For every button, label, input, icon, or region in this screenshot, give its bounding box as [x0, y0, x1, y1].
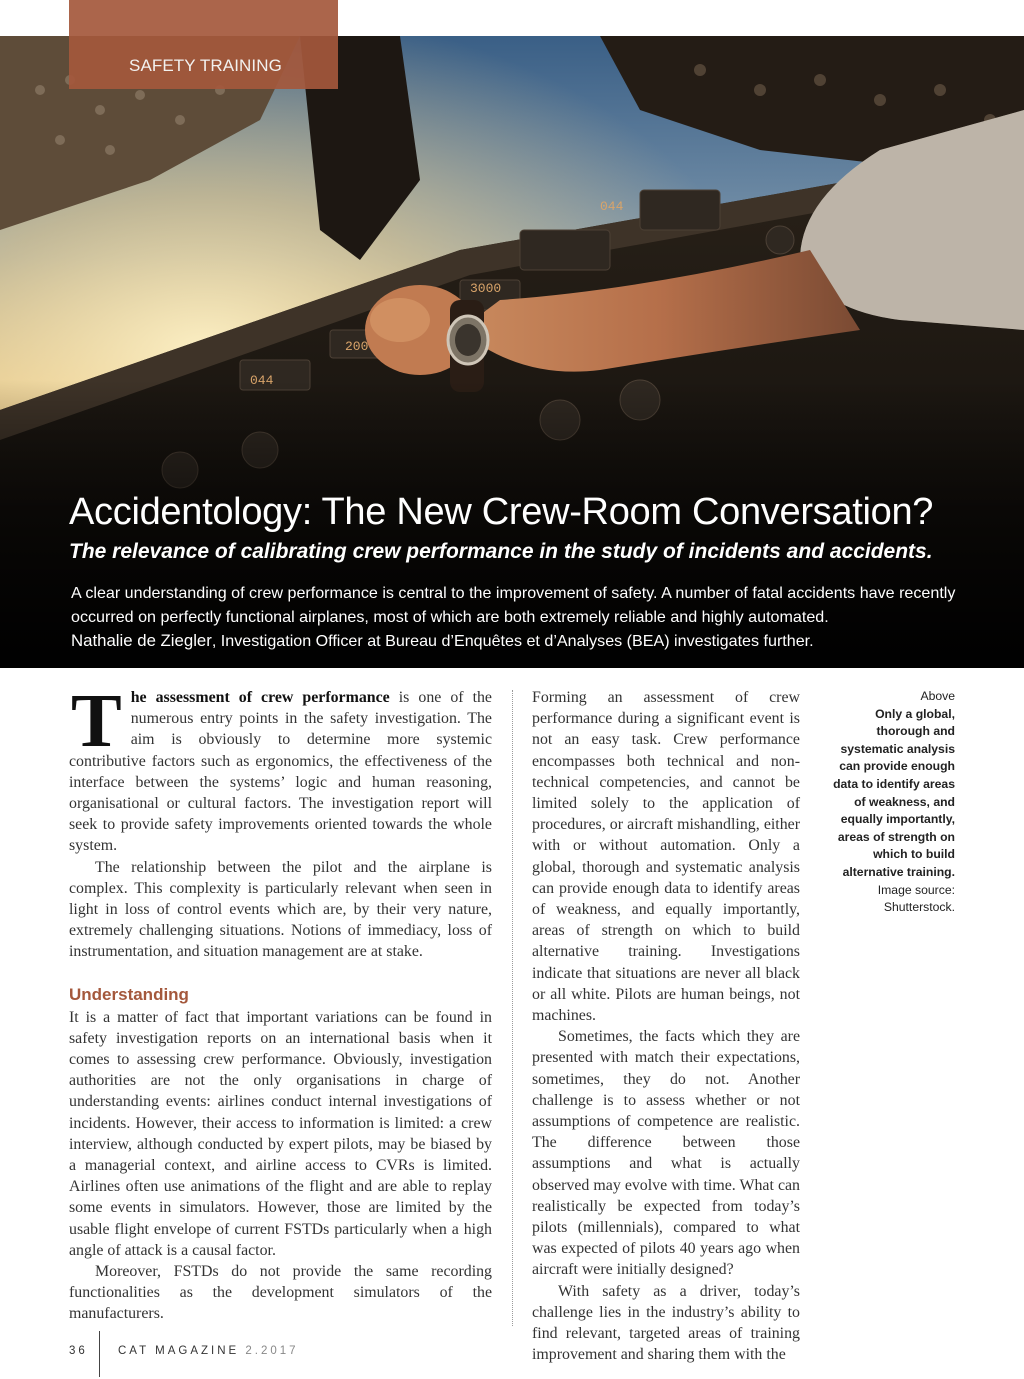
magazine-name: CAT MAGAZINE	[118, 1345, 240, 1357]
body-paragraph: With safety as a driver, today’s challenge lies in the industry’s ability to find relevant, targeted areas of training improvement and sharing them with the	[532, 1282, 800, 1364]
section-tab	[69, 0, 338, 89]
caption-label: Above	[920, 689, 955, 703]
body-paragraph: Forming an assessment of crew performance during a significant event is not an easy task. Crew performance encompasses both technical and non-technical competencies, and cannot be limited solely to the application of procedures, or aircraft mishandling, either with or without automation. Only a global, thorough and systematic analysis can provide enough data to identify areas of weakness, and equally importantly, areas of strength on which to build alternative training. Investigations indicate that situations are never all black or all white. Pilots are human beings, not machines.	[532, 689, 800, 1025]
article-title: Accidentology: The New Crew-Room Conversation?	[69, 491, 934, 533]
issue-number: 2.2017	[245, 1345, 299, 1357]
body-paragraph: Sometimes, the facts which they are presented with match their expectations, sometimes, they do not. Another challenge is to assess whether or not assumptions of competence are realistic. The difference between those assumptions and what is actually observed may evolve with time. What can realistically be expected from today’s pilots (millennials), compared to what was expected of pilots 40 years ago when aircraft were initially designed?	[532, 1028, 800, 1279]
body-paragraph: The relationship between the pilot and the airplane is complex. This complexity is particularly relevant when seen in light in loss of control events which are, by their very nature, extremely challenging situations. Notions of immediacy, loss of instrumentation, and situation management are at stake.	[69, 858, 492, 961]
page-number: 36	[69, 1345, 88, 1357]
hero-image	[0, 0, 1024, 668]
standfirst	[71, 582, 981, 654]
display-readout: 3000	[470, 281, 502, 296]
body-paragraph: It is a matter of fact that important variations can be found in safety investigation reports on an international basis when it comes to assessing crew performance. Obviously, investigation authorities are not the only organisations in charge of understanding events: airlines conduct internal investigations of incidents. However, their access to information is limited: a crew interview, although conducted by expert pilots, may be biased by a managerial context, and airline access to CVRs is limited. Airlines often use animations of the flight and are able to replay some events in simulators. However, those are limited by the usable flight envelope of current FSTDs particularly when a high angle of attack is a causal factor.	[69, 1008, 492, 1259]
caption-text: Only a global, thorough and systematic analysis can provide enough data to identify areas of weakness, and equally importantly, areas of strength on which to build alternative training.	[833, 706, 955, 879]
footer-divider	[99, 1331, 100, 1377]
image-caption	[828, 688, 955, 917]
drop-cap: T	[71, 679, 122, 763]
section-label: SAFETY TRAINING	[129, 56, 282, 75]
cockpit-illustration	[0, 0, 1024, 668]
display-readout: 200	[345, 339, 369, 354]
article-subtitle: The relevance of calibrating crew performance in the study of incidents and accidents.	[69, 540, 933, 563]
author-role: , Investigation Officer at Bureau d’Enquêtes et d’Analyses (BEA) investigates further.	[211, 632, 814, 650]
display-readout: 044	[600, 199, 624, 214]
body-paragraph	[69, 679, 492, 857]
column-divider	[512, 690, 513, 1326]
lead-in: he assessment of crew performance	[130, 689, 390, 706]
section-heading: Understanding	[69, 984, 189, 1004]
body-column-left	[69, 679, 492, 1325]
image-source: Image source: Shutterstock.	[877, 882, 955, 915]
paragraph-text: is one of the numerous entry points in the safety investigation. The aim is obviously to determine more systemic contributive factors such as ergonomics, the effectiveness of the interface between the systems’ logic and human reasoning, organisational or cultural factors. The investigation report will seek to provide safety improvements oriented towards the whole system.	[69, 689, 492, 855]
body-paragraph: Moreover, FSTDs do not provide the same recording functionalities as the development simulators of the manufacturers.	[69, 1263, 492, 1323]
magazine-footer	[118, 1345, 299, 1357]
author-name: Nathalie de Ziegler	[71, 631, 212, 650]
standfirst-text: A clear understanding of crew performance is central to the improvement of safety. A number of fatal accidents have recently occurred on perfectly functional airplanes, most of which are both extremely reliable and highly automated.	[71, 584, 956, 626]
body-column-middle	[532, 687, 800, 1366]
